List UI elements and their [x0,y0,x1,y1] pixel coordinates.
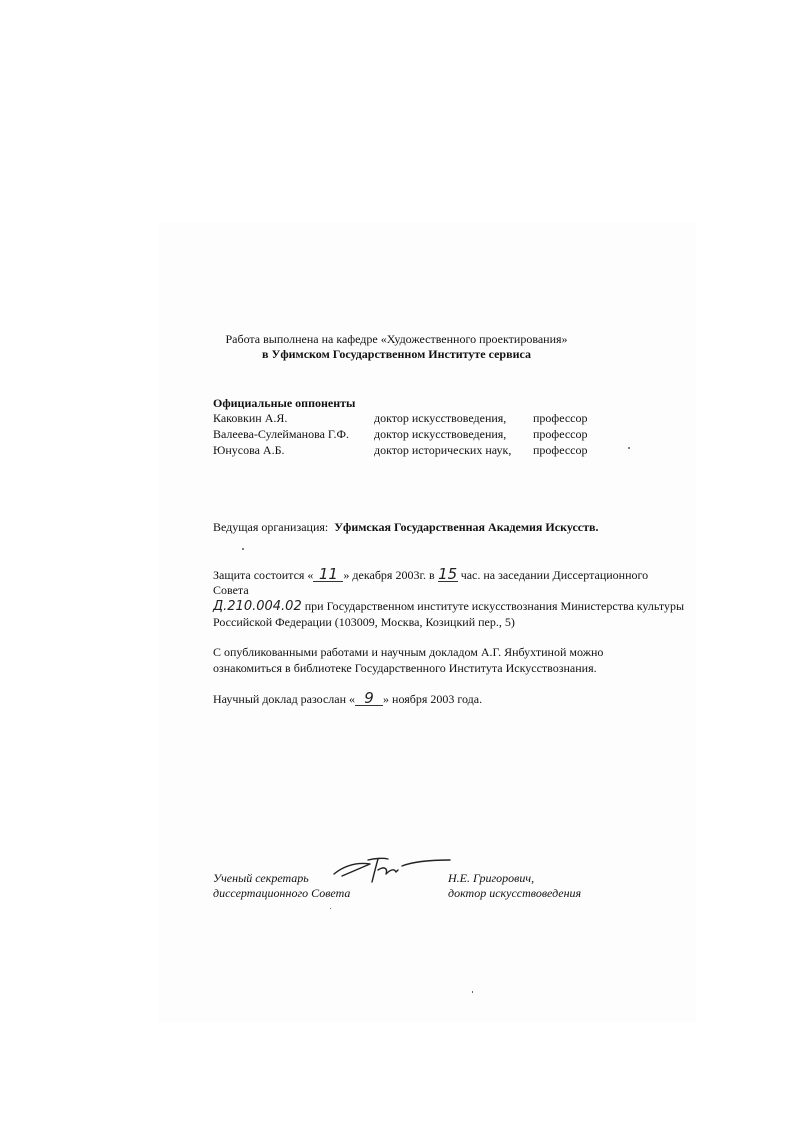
scan-speck [628,447,630,449]
defense-text-b: » декабря 2003г. в [343,568,435,582]
secretary-name: Н.Е. Григорович, [448,871,535,885]
library-line-2: ознакомиться в библиотеке Государственного Института Искусствознания. [213,661,597,675]
dispatch-text-a: Научный доклад разослан « [213,692,356,706]
library-line-1: С опубликованными работами и научным докладом А.Г. Янбухтиной можно [213,645,604,659]
defense-line-2: Совета [213,583,249,597]
handwritten-hour: 15 [438,565,458,583]
opponent-degree: доктор искусствоведения, [374,427,507,441]
defense-line-3 [213,599,684,614]
scan-speck [330,908,331,909]
opponent-name: Юнусова А.Б. [213,443,285,457]
lead-organization [213,520,599,535]
header-line-2: в Уфимском Государственном Институте сервиса [262,347,531,361]
handwritten-dispatch-day: 9 [355,691,383,706]
handwritten-day: 11 [313,567,343,582]
secretary-degree: доктор искусствоведения [448,886,582,900]
opponent-name: Валеева-Сулейманова Г.Ф. [213,427,349,441]
opponents-heading: Официальные оппоненты [213,396,356,410]
dispatch-text-b: » ноября 2003 года. [383,692,483,706]
dispatch-line [213,691,482,707]
header-line-1: Работа выполнена на кафедре «Художественного проектирования» [225,332,568,346]
opponent-title: профессор [533,427,588,441]
defense-line-1 [213,567,648,583]
defense-text-c: час. на заседании Диссертационного [460,568,649,582]
opponent-name: Каковкин А.Я. [213,411,288,425]
handwritten-council-code: Д.210.004.02 [213,599,302,614]
lead-org-value: Уфимская Государственная Академия Искусств. [334,520,599,534]
scan-speck [472,991,473,993]
defense-text-d: при Государственном институте искусствознания Министерства культуры [304,599,685,613]
handwritten-signature [332,852,454,886]
defense-line-4: Российской Федерации (103009, Москва, Козицкий пер., 5) [213,615,515,629]
opponent-degree: доктор исторических наук, [374,443,512,457]
lead-org-label: Ведущая организация: [213,520,329,534]
opponent-title: профессор [533,411,588,425]
scan-speck [242,548,244,550]
defense-text-a: Защита состоится « [213,568,314,582]
opponent-degree: доктор искусствоведения, [374,411,507,425]
secretary-role-line-2: диссертационного Совета [213,886,351,900]
secretary-role-line-1: Ученый секретарь [213,871,309,885]
opponent-title: профессор [533,443,588,457]
